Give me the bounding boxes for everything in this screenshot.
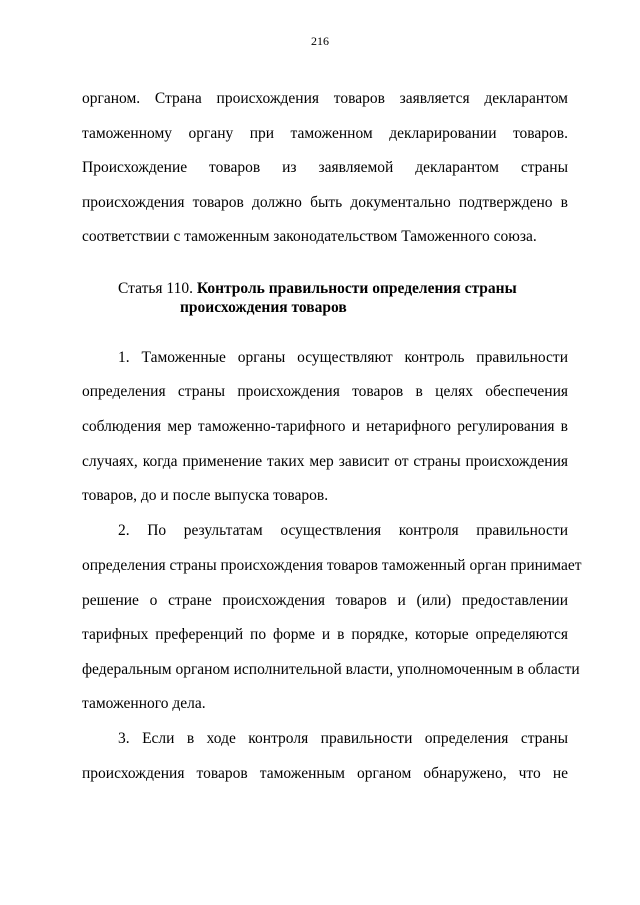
intro-line-3: Происхождение товаров из заявляемой декларантом страны bbox=[82, 159, 568, 176]
article-title-line-1: Контроль правильности определения страны bbox=[196, 280, 517, 297]
p2-line-5: федеральным органом исполнительной власти, уполномоченным в области bbox=[82, 661, 580, 678]
p1-line-2: определения страны происхождения товаров в целях обеспечения bbox=[82, 383, 568, 400]
intro-line-5: соответствии с таможенным законодательством Таможенного союза. bbox=[82, 228, 537, 245]
p3-line-1: 3. Если в ходе контроля правильности определения страны bbox=[118, 730, 568, 747]
page-number: 216 bbox=[311, 34, 329, 48]
p3-line-2: происхождения товаров таможенным органом обнаружено, что не bbox=[82, 765, 568, 782]
p2-line-3: решение о стране происхождения товаров и (или) предоставлении bbox=[82, 592, 568, 609]
p1-line-4: случаях, когда применение таких мер зависит от страны происхождения bbox=[82, 453, 568, 470]
intro-line-2: таможенному органу при таможенном декларировании товаров. bbox=[82, 125, 568, 142]
p1-line-3: соблюдения мер таможенно-тарифного и нетарифного регулирования в bbox=[82, 418, 568, 435]
p1-line-5: товаров, до и после выпуска товаров. bbox=[82, 487, 329, 504]
article-prefix: Статья 110. bbox=[118, 280, 197, 297]
article-title-line-2: происхождения товаров bbox=[180, 299, 347, 316]
p2-line-1: 2. По результатам осуществления контроля правильности bbox=[118, 522, 568, 539]
article-heading-line-2 bbox=[180, 298, 347, 318]
p2-line-6: таможенного дела. bbox=[82, 695, 206, 712]
article-heading-line-1 bbox=[118, 279, 517, 299]
intro-line-4: происхождения товаров должно быть документально подтверждено в bbox=[82, 194, 568, 211]
intro-line-1: органом. Страна происхождения товаров заявляется декларантом bbox=[82, 90, 568, 107]
p2-line-4: тарифных преференций по форме и в порядке, которые определяются bbox=[82, 626, 568, 643]
p2-line-2: определения страны происхождения товаров таможенный орган принимает bbox=[82, 557, 582, 574]
p1-line-1: 1. Таможенные органы осуществляют контроль правильности bbox=[118, 349, 568, 366]
